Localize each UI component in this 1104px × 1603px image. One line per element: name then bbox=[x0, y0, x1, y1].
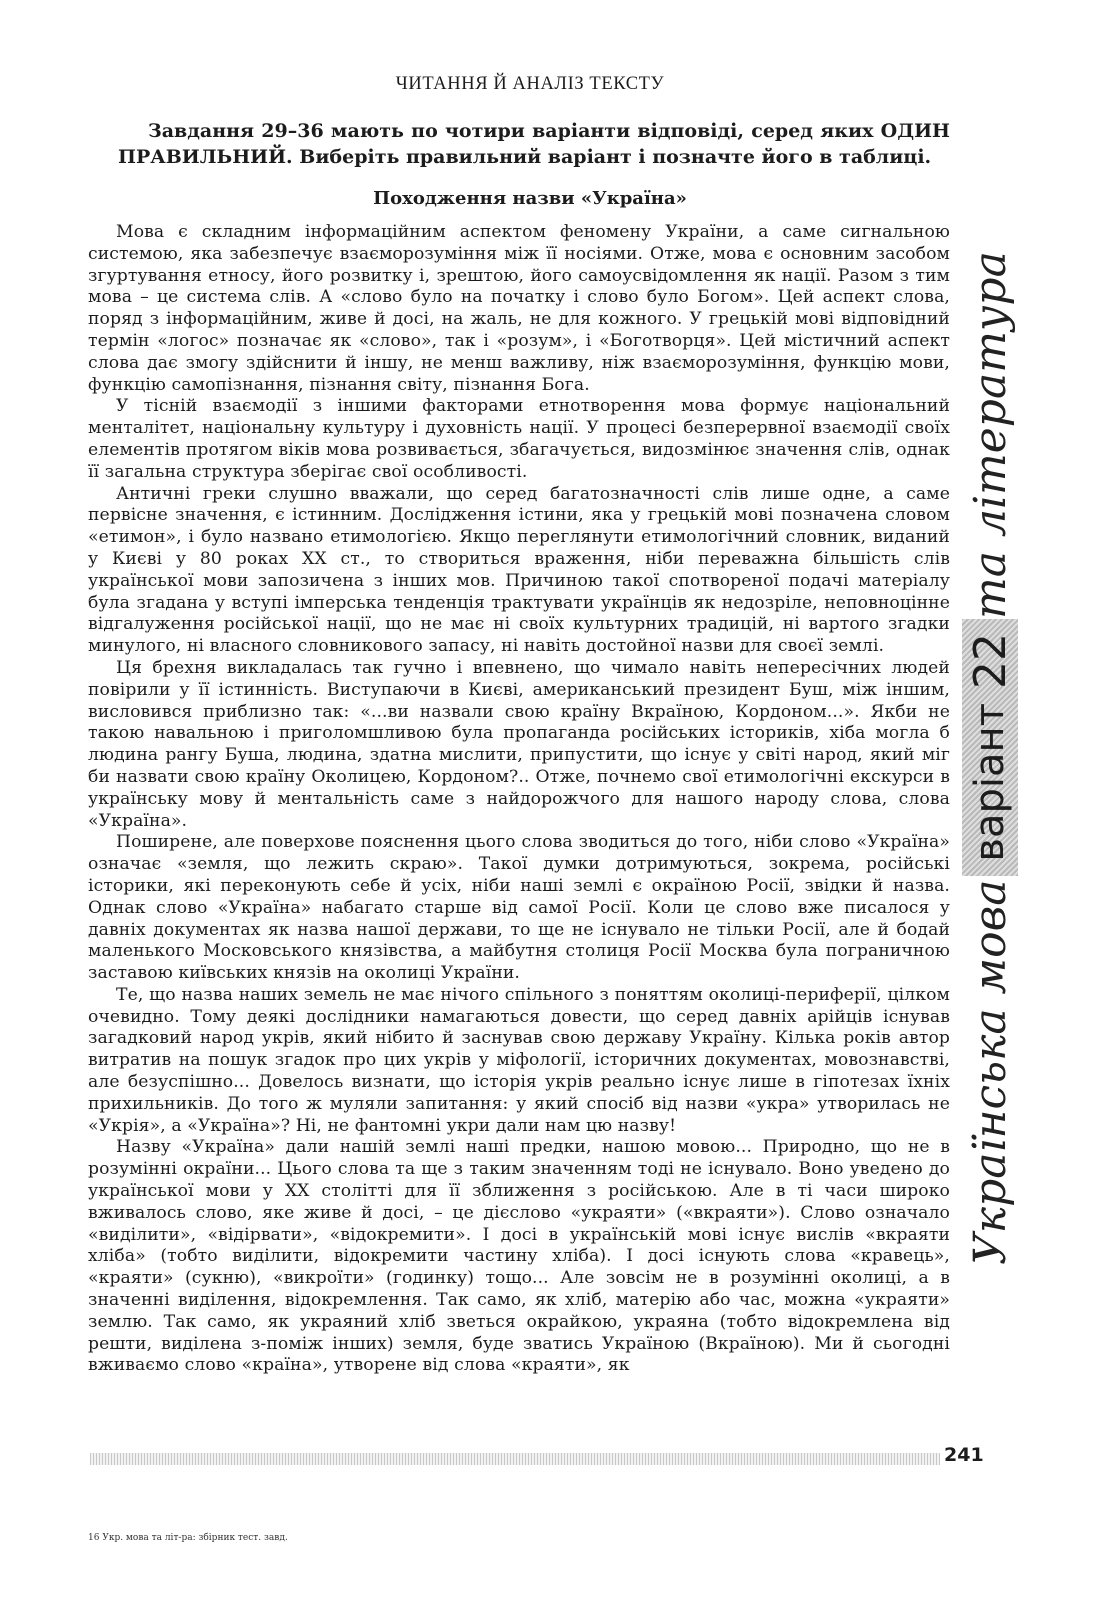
paragraph: У тісній взаємодії з іншими факторами етнотворення мова формує національний менталітет, національну культуру і духовність нації. У процесі безперервної взаємодії своїх елементів протягом віків мова розвивається, збагачується, видозмінює значення слів, однак її загальна структура зберігає свої особливості. bbox=[88, 396, 950, 482]
paragraph: Ця брехня викладалась так гучно і впевнено, що чимало навіть непересічних людей повірили у її істинність. Виступаючи в Києві, американський президент Буш, між іншим, висловився приблизно так: «...ви назвали свою країну Вкраїною, Кордоном...». Якби не такою навальною і приголомшливою була пропаганда російських істориків, хіба могла б людина рангу Буша, людина, здатна мислити, припустити, що існує у світі народ, який міг би назвати свою країну Околицею, Кордоном?.. Отже, почнемо свої етимологічні екскурси в українську мову й ментальність саме з найдорожчого для нашого народу слова, слова «Україна». bbox=[88, 657, 950, 831]
side-tab bbox=[962, 251, 1018, 1265]
task-instructions: Завдання 29–36 мають по чотири варіанти відповіді, серед яких ОДИН ПРАВИЛЬНИЙ. Виберіть правильний варіант і позначте його в таблиці. bbox=[118, 120, 950, 168]
paragraph: Мова є складним інформаційним аспектом феномену України, а саме сигнальною системою, яка забезпечує взаєморозуміння між її носіями. Отже, мова є основним засобом згуртування етносу, його розвитку і, зрештою, його самоусвідомлення як нації. Разом з тим мова – це система слів. А «слово було на початку і слово було Богом». Цей аспект слова, поряд з інформаційним, живе й досі, на жаль, не для кожного. У грецькій мові відповідний термін «логос» позначає як «слово», так і «розум», і «Боготворця». Цей містичний аспект слова дає змогу здійснити й іншу, не менш важливу, ніж взаєморозуміння, функцію мови, функцію самопізнання, пізнання світу, пізнання Бога. bbox=[88, 222, 950, 395]
text-title: Походження назви «Україна» bbox=[373, 188, 687, 209]
side-tab-subject-2: та література bbox=[964, 251, 1016, 619]
footer-note: 16 Укр. мова та літ-ра: збірник тест. завд. bbox=[88, 1533, 288, 1543]
paragraph: Назву «Україна» дали нашій землі наші предки, нашою мовою... Природно, що не в розумінні окраїни... Цього слова та ще з таким значенням тоді не існувало. Воно уведено до української мови у ХХ столітті для її зближення з російською. Але в ті часи широко вживалось слово, яке живе й досі, – це дієслово «украяти» («вкраяти»). Слово означало «виділити», «відірвати», «відокремити». І досі в українській мові існує вислів «вкраяти хліба» (тобто виділити, відокремити частину хліба). І досі існують слова «кравець», «краяти» (сукню), «викроїти» (годинку) тощо... Але зовсім не в розумінні околиці, а в значенні виділення, відокремлення. Так само, як хліб, матерію або час, можна «украяти» землю. Так само, як украяний хліб зветься окрайкою, украяна (тобто відокремлена від решти, виділена з-поміж інших) земля, буде зватись Україною (Вкраїною). Ми й сьогодні вживаємо слово «країна», утворене від слова «краяти», як bbox=[88, 1137, 950, 1376]
paragraph: Античні греки слушно вважали, що серед багатозначності слів лише одне, а саме первісне значення, є істинним. Дослідження істини, яка у грецькій мові позначена словом «етимон», і було названо етимологією. Якщо переглянути етимологічний словник, виданий у Києві у 80 роках ХХ ст., то створиться враження, ніби переважна більшість слів української мови запозичена з інших мов. Причиною такої спотвореної подачі матеріалу була згадана у вступі імперська тенденція трактувати українців як недозріле, неповноцінне відгалуження російської нації, що не має ні своїх культурних традицій, ні вартого згадки минулого, ні власного словникового запасу, ні навіть достойної назви для своєї землі. bbox=[88, 483, 950, 657]
page-number: 241 bbox=[944, 1444, 984, 1466]
footer-bar bbox=[90, 1453, 940, 1465]
side-tab-variant-word: варіант bbox=[967, 703, 1013, 862]
section-title: ЧИТАННЯ Й АНАЛІЗ ТЕКСТУ bbox=[395, 74, 665, 94]
side-tab-variant-box bbox=[962, 619, 1018, 876]
paragraph: Те, що назва наших земель не має нічого спільного з поняттям околиці-периферії, цілком очевидно. Тому деякі дослідники намагаються довести, що серед давніх арійців існував загадковий народ укрів, який нібито й заснував свою державу Україну. Кілька років автор витратив на пошук згадок про цих укрів у міфології, історичних документах, мовознавстві, але безуспішно... Довелось визнати, що історія укрів реально існує лише в гіпотезах їхніх прихильників. До того ж муляли запитання: у який спосіб від назви «укра» утворилась не «Укрія», а «Україна»? Ні, не фантомні укри дали нам цю назву! bbox=[88, 984, 950, 1136]
text-body bbox=[88, 222, 950, 1377]
side-tab-subject: Українська мова bbox=[964, 879, 1016, 1265]
paragraph: Поширене, але поверхове пояснення цього слова зводиться до того, ніби слово «Україна» означає «земля, що лежить скраю». Такої думки дотримуються, зокрема, російські історики, які переконують себе й усіх, ніби наші землі є окраїною Росії, звідки й назва. Однак слово «Україна» набагато старше від самої Росії. Коли це слово вже писалося у давніх документах як назва нашої держави, то ще не існувало не тільки Росії, але й бодай маленького Московського князівства, а майбутня столиця Росії Москва була пограничною заставою київських князів на околиці України. bbox=[88, 832, 950, 984]
side-tab-variant-number: 22 bbox=[964, 633, 1016, 689]
